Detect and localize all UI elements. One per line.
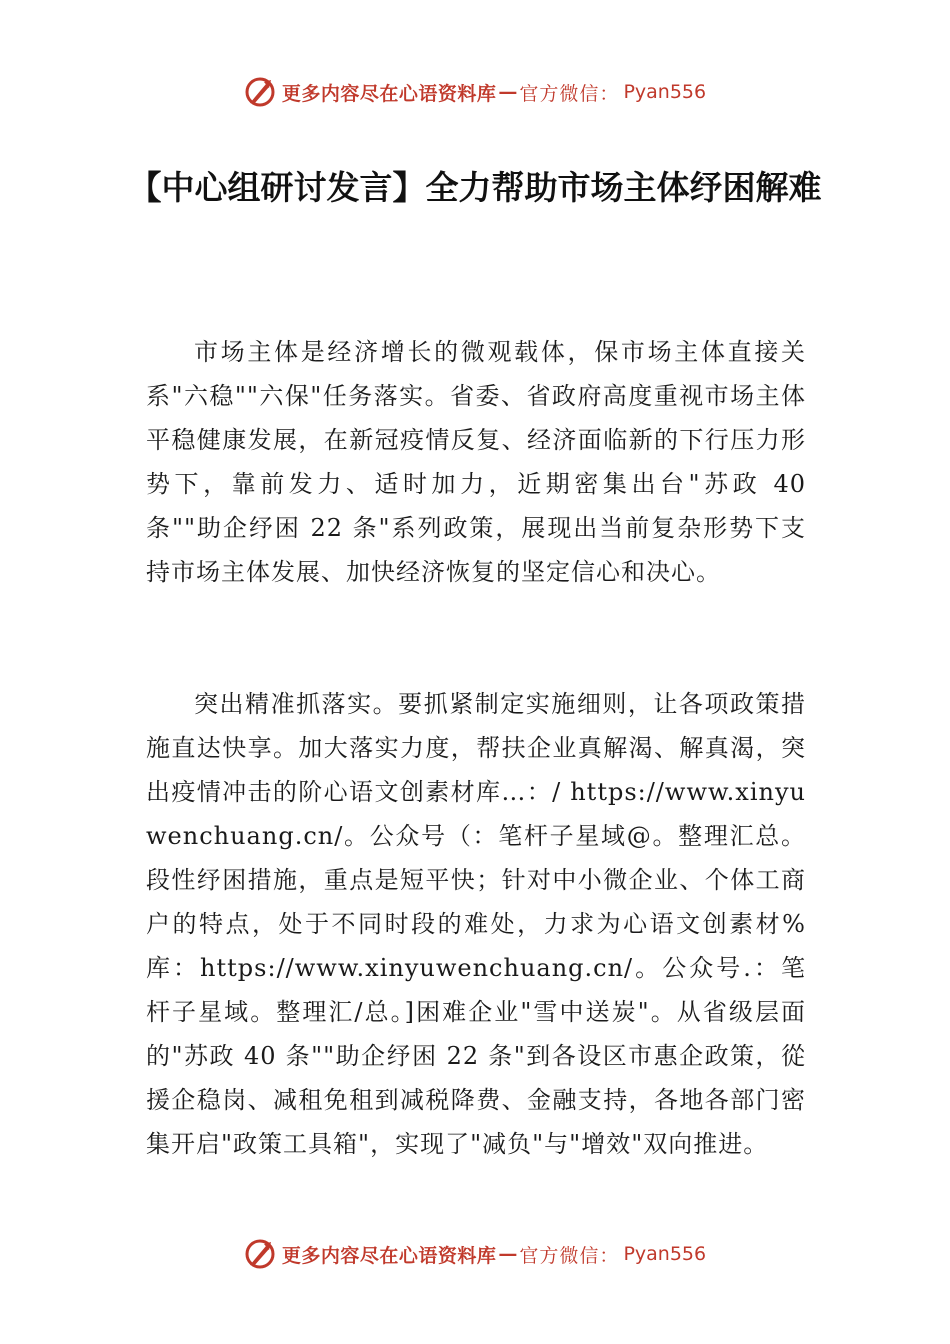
banner-wechat-label: 官方微信： [519,1244,620,1267]
document-title: 【中心组研讨发言】全力帮助市场主体纾困解难 [128,168,822,207]
paragraph-2: 突出精准抓落实。要抓紧制定实施细则，让各项政策措施直达快享。加大落实力度，帮扶企业真解渴、解真渴，突出疫情冲击的阶心语文创素材库…：/ https://www.xinyuwenchuang.cn/。公众号（：笔杆子星域@。整理汇总。段性纾困措施，重点是短平快；针对中小微企业、个体工商户的特点，处于不同时段的难处，力求为心语文创素材%库：https://www.xinyuwenchuang.cn/。公众号.：笔杆子星域。整理汇/总。]困难企业"雪中送炭"。从省级层面的"苏政 40 条""助企纾困 22 条"到各设区市惠企政策，從援企稳岗、减租免租到减税降费、金融支持，各地各部门密集开启"政策工具箱"，实现了"减负"与"增效"双向推进。 [146,690,806,1158]
banner-dash: — [498,1243,518,1265]
quill-logo-icon [244,76,276,108]
paragraph-1: 市场主体是经济增长的微观载体，保市场主体直接关系"六稳""六保"任务落实。省委、省政府高度重视市场主体平稳健康发展，在新冠疫情反复、经济面临新的下行压力形势下，靠前发力、适时加力，近期密集出台"苏政 40 条""助企纾困 22 条"系列政策，展现出当前复杂形势下支持市场主体发展、加快经济恢复的坚定信心和决心。 [146,338,806,586]
banner-main-text: 更多内容尽在心语资料库 [281,1244,497,1267]
banner-main-text: 更多内容尽在心语资料库 [281,82,497,105]
banner-dash: — [498,81,518,103]
quill-logo-icon [244,1238,276,1270]
banner-wechat-id: Pyan556 [623,1243,707,1265]
footer-banner [0,1234,950,1274]
banner-wechat-id: Pyan556 [623,81,707,103]
header-banner [0,72,950,112]
banner-wechat-label: 官方微信： [519,82,620,105]
